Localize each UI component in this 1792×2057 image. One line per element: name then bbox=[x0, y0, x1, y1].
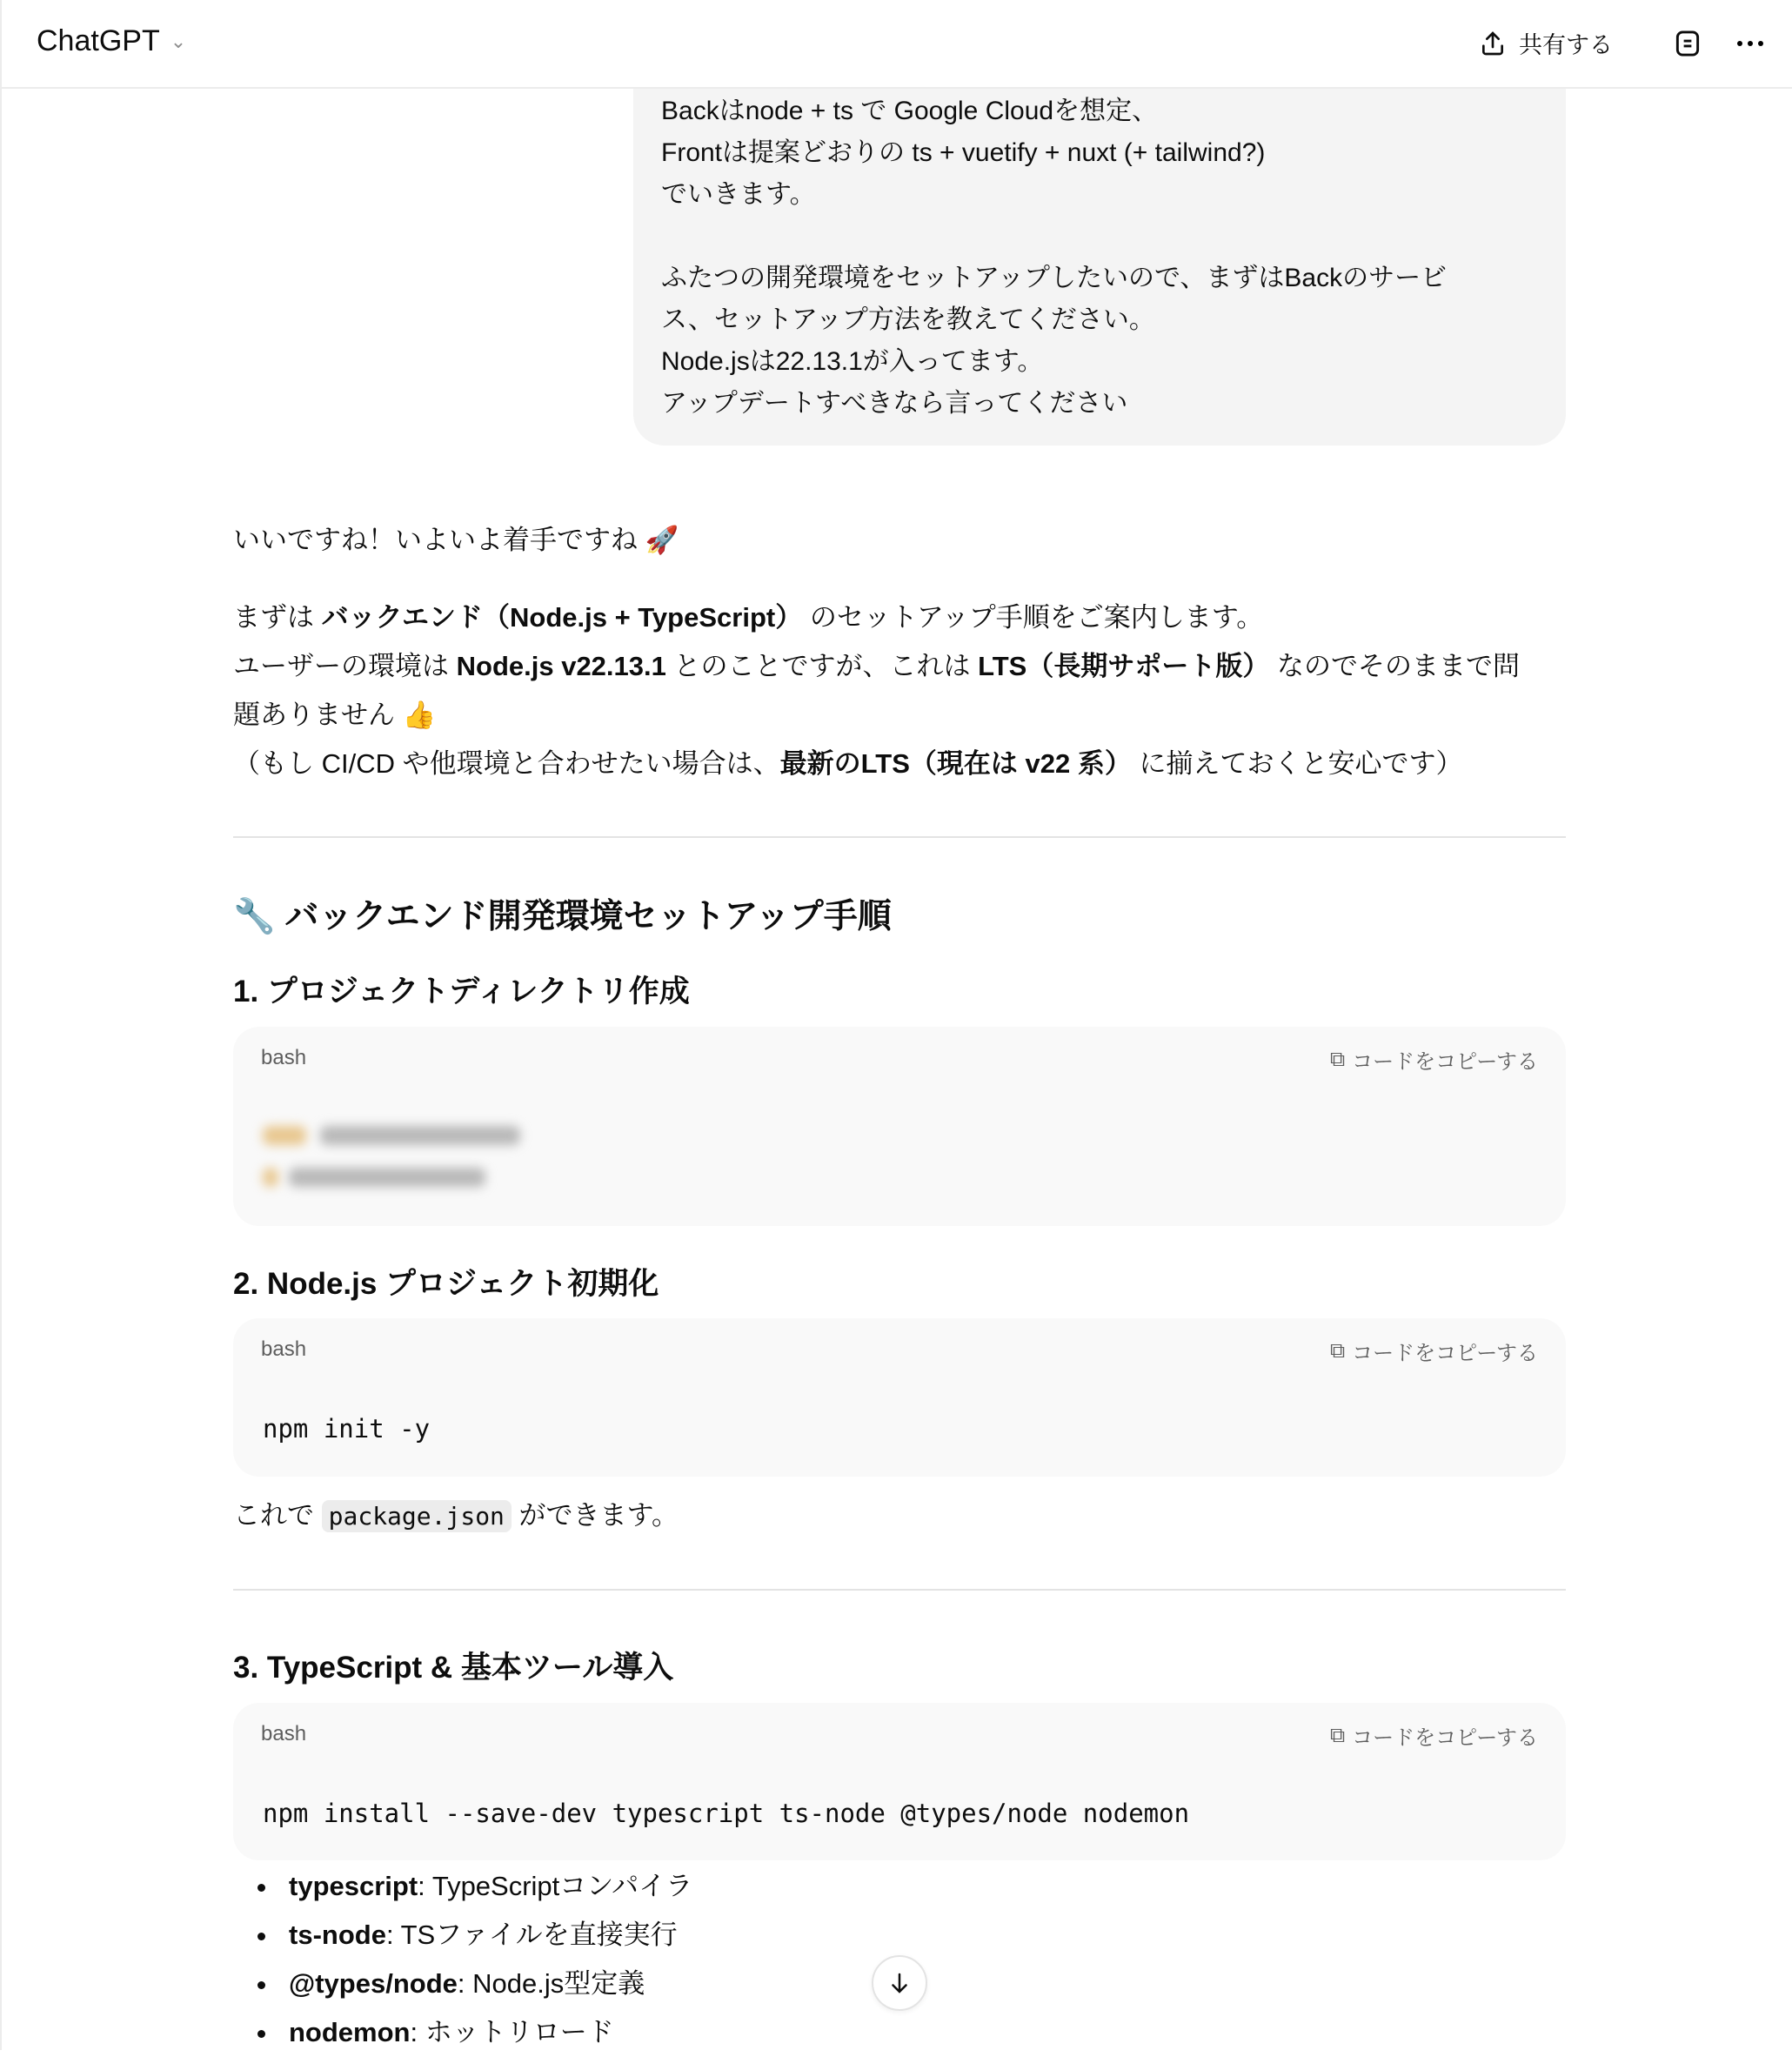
blurred-code bbox=[263, 1126, 306, 1145]
list-item: typescript: TypeScriptコンパイラ bbox=[233, 1862, 1566, 1911]
copy-code-button[interactable]: ⧉ コードをコピーする bbox=[1330, 1723, 1538, 1750]
user-line: Backはnode + ts で Google Cloudを想定、 bbox=[661, 97, 1159, 125]
top-bar bbox=[2, 0, 1792, 89]
model-name: ChatGPT bbox=[37, 24, 160, 57]
arrow-down-icon bbox=[886, 1970, 913, 1996]
copy-icon: ⧉ bbox=[1330, 1047, 1346, 1071]
share-label: 共有する bbox=[1519, 32, 1613, 58]
list-item: nodemon: ホットリロード bbox=[233, 2008, 1566, 2057]
divider bbox=[233, 836, 1566, 838]
upload-icon bbox=[1479, 30, 1507, 57]
model-selector[interactable] bbox=[37, 24, 186, 58]
copy-icon: ⧉ bbox=[1330, 1723, 1346, 1747]
blurred-code bbox=[289, 1168, 485, 1187]
inline-code: package.json bbox=[322, 1500, 512, 1532]
copy-icon: ⧉ bbox=[1330, 1338, 1346, 1363]
user-line: Node.jsは22.13.1が入ってます。 bbox=[661, 347, 1044, 376]
code-language: bash bbox=[261, 1046, 307, 1069]
divider bbox=[233, 1589, 1566, 1591]
notes-button[interactable] bbox=[1670, 26, 1705, 61]
section-heading: 🔧 バックエンド開発環境セットアップ手順 bbox=[233, 898, 892, 935]
more-options-button[interactable] bbox=[1733, 26, 1768, 61]
user-line bbox=[661, 216, 1538, 258]
code-text: npm install --save-dev typescript ts-node @types/node nodemon bbox=[263, 1799, 1190, 1828]
user-message bbox=[633, 35, 1566, 446]
code-language: bash bbox=[261, 1722, 307, 1745]
list-item: ts-node: TSファイルを直接実行 bbox=[233, 1911, 1566, 1960]
response-paragraph: まずは バックエンド（Node.js + TypeScript） のセットアップ手順をご案内します。 ユーザーの環境は Node.js v22.13.1 とのことですが、これは LTS（長期サポート版） なのでそのままで問 題ありません 👍 （もし CI/CD や他環境と合わせたい場合は、最新のLTS（現在は v22 系） に揃えておくと安心です） bbox=[233, 602, 1520, 779]
code-block bbox=[233, 1318, 1566, 1477]
user-line: Frontは提案どおりの ts + vuetify + nuxt (+ tailwind?) bbox=[661, 138, 1266, 167]
chevron-down-icon: ⌄ bbox=[170, 30, 187, 52]
response-paragraph: これで package.json ができます。 bbox=[233, 1500, 679, 1531]
step-heading: 3. TypeScript & 基本ツール導入 bbox=[233, 1651, 674, 1685]
response-intro: いいですね！いよいよ着手ですね 🚀 bbox=[233, 525, 679, 555]
ellipsis-icon bbox=[1736, 40, 1764, 47]
share-button[interactable] bbox=[1479, 26, 1613, 60]
note-icon bbox=[1675, 30, 1701, 57]
code-block bbox=[233, 1703, 1566, 1860]
user-line: アップデートすべきなら言ってください bbox=[661, 389, 1128, 418]
user-line: でいきます。 bbox=[661, 180, 816, 209]
code-block bbox=[233, 1027, 1566, 1226]
list-item: @types/node: Node.js型定義 bbox=[233, 1960, 1566, 2008]
blurred-code bbox=[263, 1168, 278, 1187]
step-heading: 2. Node.js プロジェクト初期化 bbox=[233, 1267, 659, 1301]
copy-code-button[interactable]: ⧉ コードをコピーする bbox=[1330, 1338, 1538, 1365]
step-heading: 1. プロジェクトディレクトリ作成 bbox=[233, 975, 690, 1008]
scroll-to-bottom-button[interactable] bbox=[872, 1955, 927, 2011]
user-line: ふたつの開発環境をセットアップしたいので、まずはBackのサービ bbox=[661, 264, 1448, 292]
code-text: npm init -y bbox=[263, 1414, 431, 1444]
copy-code-button[interactable]: ⧉ コードをコピーする bbox=[1330, 1047, 1538, 1074]
code-language: bash bbox=[261, 1337, 307, 1361]
user-line: ス、セットアップ方法を教えてください。 bbox=[661, 305, 1155, 334]
blurred-code bbox=[320, 1126, 520, 1145]
